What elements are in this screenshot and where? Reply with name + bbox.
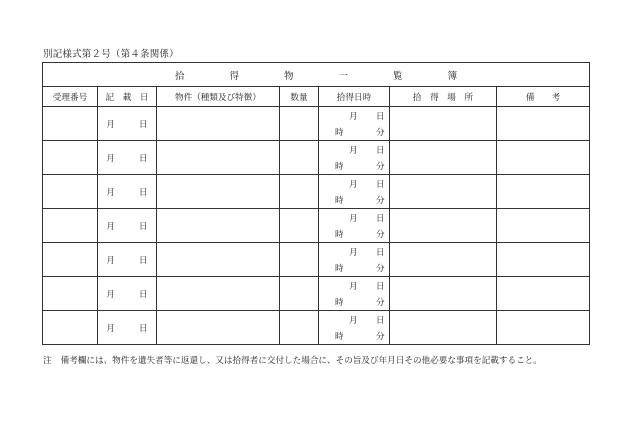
found-time-line [319, 228, 389, 240]
found-datetime-cell[interactable] [319, 311, 390, 345]
month-label: 月 [106, 323, 115, 334]
entry-date-cell[interactable] [98, 277, 157, 311]
quantity-cell[interactable] [280, 209, 319, 243]
hour-label: 時 [335, 128, 344, 138]
month-label: 月 [349, 248, 358, 258]
month-label: 月 [349, 146, 358, 156]
day-label: 日 [376, 316, 385, 326]
remarks-cell[interactable] [497, 175, 590, 209]
found-location-cell[interactable] [390, 107, 497, 141]
found-date-line [319, 144, 389, 156]
minute-label: 分 [376, 196, 385, 206]
column-header-row [43, 87, 590, 107]
found-datetime-cell[interactable] [319, 107, 390, 141]
remarks-cell[interactable] [497, 141, 590, 175]
found-date-line [319, 212, 389, 224]
entry-date-cell[interactable] [98, 311, 157, 345]
found-location-cell[interactable] [390, 243, 497, 277]
item-description-cell[interactable] [157, 209, 280, 243]
found-date-line [319, 246, 389, 258]
found-time-line [319, 160, 389, 172]
day-label: 日 [139, 187, 148, 198]
entry-date-cell[interactable] [98, 141, 157, 175]
found-time-line [319, 262, 389, 274]
remarks-cell[interactable] [497, 107, 590, 141]
table-row [43, 277, 590, 311]
table-title-cell [43, 63, 590, 87]
day-label: 日 [139, 153, 148, 164]
footnote [43, 354, 542, 366]
header-entry-date: 記 載 日 [98, 87, 157, 107]
month-label: 月 [106, 221, 115, 232]
entry-date [106, 152, 147, 164]
day-label: 日 [139, 289, 148, 300]
header-item-description: 物件（種類及び特徴） [157, 87, 280, 107]
entry-date [106, 118, 147, 130]
day-label: 日 [376, 180, 385, 190]
day-label: 日 [139, 323, 148, 334]
quantity-cell[interactable] [280, 107, 319, 141]
month-label: 月 [349, 282, 358, 292]
found-location-cell[interactable] [390, 277, 497, 311]
found-location-cell[interactable] [390, 311, 497, 345]
found-date-line [319, 110, 389, 122]
item-description-cell[interactable] [157, 243, 280, 277]
found-datetime-cell[interactable] [319, 209, 390, 243]
found-time-line [319, 296, 389, 308]
found-date-line [319, 314, 389, 326]
minute-label: 分 [376, 162, 385, 172]
found-date-line [319, 178, 389, 190]
register-body [43, 107, 590, 345]
day-label: 日 [376, 282, 385, 292]
remarks-cell[interactable] [497, 243, 590, 277]
month-label: 月 [106, 119, 115, 130]
minute-label: 分 [376, 230, 385, 240]
table-title: 拾 得 物 一 覧 簿 [174, 70, 458, 82]
found-time-line [319, 194, 389, 206]
day-label: 日 [139, 119, 148, 130]
quantity-cell[interactable] [280, 141, 319, 175]
day-label: 日 [376, 146, 385, 156]
item-description-cell[interactable] [157, 175, 280, 209]
remarks-cell[interactable] [497, 277, 590, 311]
quantity-cell[interactable] [280, 243, 319, 277]
found-datetime-cell[interactable] [319, 141, 390, 175]
receipt-number-cell[interactable] [43, 277, 98, 311]
entry-date [106, 254, 147, 266]
item-description-cell[interactable] [157, 141, 280, 175]
found-location-cell[interactable] [390, 175, 497, 209]
month-label: 月 [106, 153, 115, 164]
month-label: 月 [106, 187, 115, 198]
day-label: 日 [139, 221, 148, 232]
item-description-cell[interactable] [157, 311, 280, 345]
table-row [43, 107, 590, 141]
month-label: 月 [106, 255, 115, 266]
found-location-cell[interactable] [390, 209, 497, 243]
header-found-datetime: 拾得日時 [319, 87, 390, 107]
footnote-mark: 注 [43, 356, 52, 366]
header-remarks: 備 考 [497, 87, 590, 107]
found-location-cell[interactable] [390, 141, 497, 175]
receipt-number-cell[interactable] [43, 107, 98, 141]
month-label: 月 [349, 112, 358, 122]
entry-date-cell[interactable] [98, 175, 157, 209]
receipt-number-cell[interactable] [43, 141, 98, 175]
entry-date-cell[interactable] [98, 107, 157, 141]
minute-label: 分 [376, 298, 385, 308]
entry-date [106, 186, 147, 198]
month-label: 月 [106, 289, 115, 300]
found-datetime-cell[interactable] [319, 243, 390, 277]
day-label: 日 [376, 248, 385, 258]
found-datetime-cell[interactable] [319, 277, 390, 311]
receipt-number-cell[interactable] [43, 175, 98, 209]
found-date-line [319, 280, 389, 292]
remarks-cell[interactable] [497, 209, 590, 243]
hour-label: 時 [335, 162, 344, 172]
minute-label: 分 [376, 332, 385, 342]
entry-date [106, 322, 147, 334]
header-found-location: 拾 得 場 所 [390, 87, 497, 107]
header-receipt-number: 受理番号 [43, 87, 98, 107]
quantity-cell[interactable] [280, 311, 319, 345]
hour-label: 時 [335, 332, 344, 342]
entry-date-cell[interactable] [98, 209, 157, 243]
footnote-text: 備考欄には、物件を遺失者等に返還し、又は拾得者に交付した場合に、その旨及び年月日その他必要な事項を記載すること。 [60, 356, 542, 366]
header-quantity: 数量 [280, 87, 319, 107]
entry-date [106, 288, 147, 300]
hour-label: 時 [335, 230, 344, 240]
quantity-cell[interactable] [280, 175, 319, 209]
found-datetime-cell[interactable] [319, 175, 390, 209]
month-label: 月 [349, 316, 358, 326]
day-label: 日 [139, 255, 148, 266]
minute-label: 分 [376, 264, 385, 274]
title-row [43, 63, 590, 87]
hour-label: 時 [335, 264, 344, 274]
remarks-cell[interactable] [497, 311, 590, 345]
month-label: 月 [349, 180, 358, 190]
table-row [43, 209, 590, 243]
found-time-line [319, 126, 389, 138]
table-row [43, 243, 590, 277]
entry-date [106, 220, 147, 232]
day-label: 日 [376, 214, 385, 224]
day-label: 日 [376, 112, 385, 122]
table-row [43, 175, 590, 209]
month-label: 月 [349, 214, 358, 224]
hour-label: 時 [335, 298, 344, 308]
entry-date-cell[interactable] [98, 243, 157, 277]
lost-property-register-table [42, 62, 590, 345]
found-time-line [319, 330, 389, 342]
table-row [43, 141, 590, 175]
form-number-label: 別記様式第２号（第４条関係） [43, 49, 179, 60]
receipt-number-cell[interactable] [43, 209, 98, 243]
receipt-number-cell[interactable] [43, 311, 98, 345]
quantity-cell[interactable] [280, 277, 319, 311]
item-description-cell[interactable] [157, 277, 280, 311]
receipt-number-cell[interactable] [43, 243, 98, 277]
hour-label: 時 [335, 196, 344, 206]
item-description-cell[interactable] [157, 107, 280, 141]
minute-label: 分 [376, 128, 385, 138]
table-row [43, 311, 590, 345]
